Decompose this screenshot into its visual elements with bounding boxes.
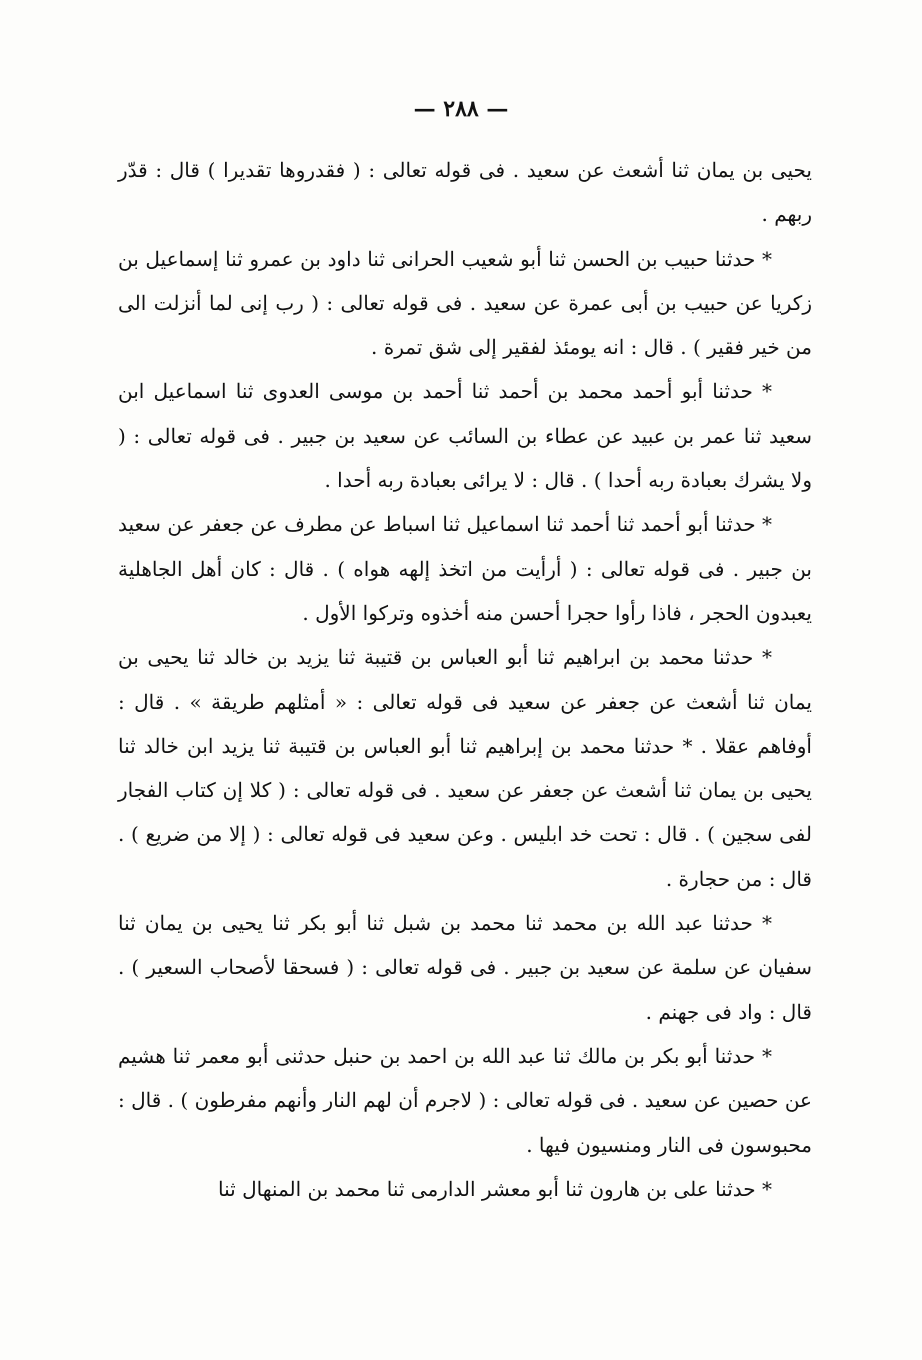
paragraph-hadith: * حدثنا أبو أحمد ثنا أحمد ثنا اسماعيل ثنا اسباط عن مطرف عن جعفر عن سعيد بن جبير . فى قوله تعالى : ( أرأيت من اتخذ إلهه هواه ) . قال : كان أهل الجاهلية يعبدون الحجر ، فاذا رأوا حجرا أحسن منه أخذوه وتركوا الأول . xyxy=(118,512,812,625)
paragraph-hadith: * حدثنا على بن هارون ثنا أبو معشر الدارمى ثنا محمد بن المنهال ثنا xyxy=(218,1176,772,1201)
paragraph-hadith: * حدثنا محمد بن ابراهيم ثنا أبو العباس بن قتيبة ثنا يزيد بن خالد ثنا يحيى بن يمان ثنا أشعث عن جعفر عن سعيد فى قوله تعالى : « أمثلهم طريقة » . قال : أوفاهم عقلا . * حدثنا محمد بن إبراهيم ثنا أبو العباس بن قتيبة ثنا يزيد ابن خالد ثنا يحيى بن يمان ثنا أشعث عن جعفر عن سعيد . فى قوله تعالى : ( كلا إن كتاب الفجار لفى سجين ) . قال : تحت خد ابليس . وعن سعيد فى قوله تعالى : ( إلا من ضريع ) . قال : من حجارة . xyxy=(118,645,812,891)
paragraph-hadith: * حدثنا أبو أحمد محمد بن أحمد ثنا أحمد بن موسى العدوى ثنا اسماعيل ابن سعيد ثنا عمر بن عبيد عن عطاء بن السائب عن سعيد بن جبير . فى قوله تعالى : ( ولا يشرك بعبادة ربه أحدا ) . قال : لا يرائى بعبادة ربه أحدا . xyxy=(118,379,812,493)
page-number: — ٢٨٨ — xyxy=(413,96,509,122)
page-body xyxy=(118,148,812,1211)
paragraph-hadith: * حدثنا أبو بكر بن مالك ثنا عبد الله بن احمد بن حنبل حدثنى أبو معمر ثنا هشيم عن حصين عن سعيد . فى قوله تعالى : ( لاجرم أن لهم النار وأنهم مفرطون ) . قال : محبوسون فى النار ومنسيون فيها . xyxy=(118,1043,812,1157)
paragraph-hadith: * حدثنا عبد الله بن محمد ثنا محمد بن شبل ثنا أبو بكر ثنا يحيى بن يمان ثنا سفيان عن سلمة عن سعيد بن جبير . فى قوله تعالى : ( فسحقا لأصحاب السعير ) . قال : واد فى جهنم . xyxy=(118,911,812,1024)
paragraph-continuation: يحيى بن يمان ثنا أشعث عن سعيد . فى قوله تعالى : ( فقدروها تقديرا ) قال : قدّر ربهم . xyxy=(118,158,812,227)
paragraph-hadith: * حدثنا حبيب بن الحسن ثنا أبو شعيب الحرانى ثنا داود بن عمرو ثنا إسماعيل بن زكريا عن حبيب بن أبى عمرة عن سعيد . فى قوله تعالى : ( رب إنى لما أنزلت الى من خير فقير ) . قال : انه يومئذ لفقير إلى شق تمرة . xyxy=(118,246,812,360)
